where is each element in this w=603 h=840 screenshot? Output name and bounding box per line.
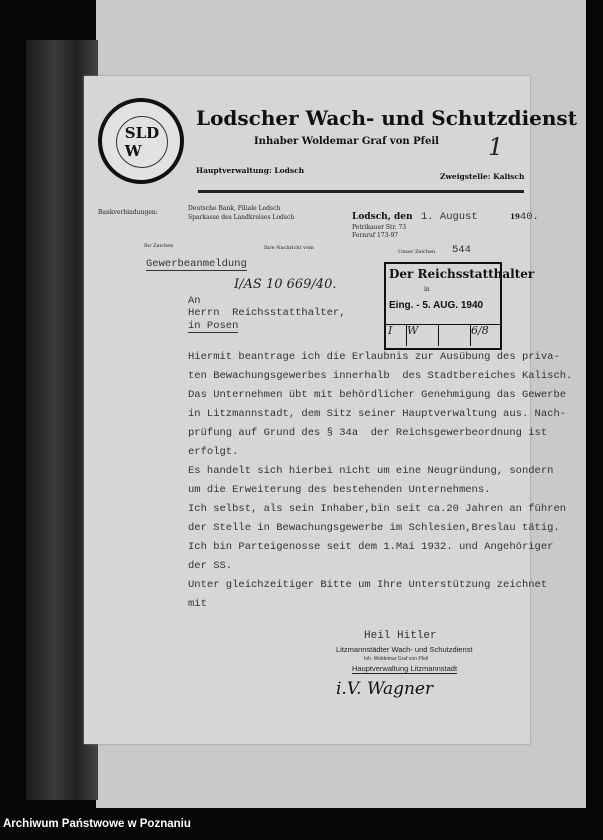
closing-company: Litzmannstädter Wach- und Schutzdienst [336, 645, 473, 654]
address-line-3: in Posen [188, 320, 239, 332]
signature: i.V. Wagner [336, 679, 434, 699]
subject: Gewerbeanmeldung [146, 258, 247, 270]
stamp-title: Der Reichsstatthalter [389, 267, 535, 281]
archive-credit: Archiwum Państwowe w Poznaniu [3, 818, 191, 830]
phone: Fernruf 173-97 [352, 232, 399, 239]
handwritten-page-number: 1 [488, 133, 504, 161]
body-line: der SS. [188, 560, 233, 572]
stamp-cell: W [406, 324, 437, 346]
ihre-nachricht-label: Ihre Nachricht vom [264, 245, 314, 251]
stamp-received-date: Eing. - 5. AUG. 1940 [389, 300, 484, 311]
bank-line-1: Deutsche Bank, Filiale Lodsch [188, 205, 281, 212]
handwritten-reference: I/AS 10 669/40. [234, 277, 337, 292]
letter [84, 76, 577, 744]
closing-owner: Inh. Woldemar Graf von Pfeil [364, 656, 429, 662]
bank-line-2: Sparkasse des Landkreises Lodsch [188, 214, 295, 221]
body-line: um die Erweiterung des bestehenden Unternehmens. [188, 484, 491, 496]
year-prefix: 19 [510, 212, 520, 221]
seal-monogram: SLD W [116, 116, 168, 168]
unser-zeichen-label: Unser Zeichen [398, 249, 436, 255]
body-line: Hiermit beantrage ich die Erlaubnis zur Ausübung des priva- [188, 351, 560, 363]
stamp-sub: in [424, 286, 430, 293]
body-line: in Litzmannstadt, dem Sitz seiner Hauptverwaltung aus. Nach- [188, 408, 567, 420]
body-line: Es handelt sich hierbei nicht um eine Neugründung, sondern [188, 465, 554, 477]
body-line: erfolgt. [188, 446, 239, 458]
place-date [352, 208, 539, 224]
stamp-cell [438, 324, 469, 346]
owner-line: Inhaber Woldemar Graf von Pfeil [254, 136, 439, 147]
received-stamp [384, 262, 535, 350]
letterhead-rule [198, 190, 524, 193]
body-line: mit [188, 598, 207, 610]
head-office: Hauptverwaltung: Lodsch [196, 166, 305, 175]
stamp-cell: I [388, 324, 393, 337]
body-line: Ich selbst, als sein Inhaber,bin seit ca.20 Jahren an führen [188, 503, 567, 515]
body-line: der Stelle in Bewachungsgewerbe im Schlesien,Breslau tätig. [188, 522, 560, 534]
street: Petrikauer Str. 73 [352, 224, 407, 231]
body-line: Das Unternehmen übt mit behördlicher Genehmigung das Gewerbe [188, 389, 567, 401]
place-prefix: Lodsch, den [352, 212, 413, 222]
body-line: Ich bin Parteigenosse seit dem 1.Mai 1932. und Angehöriger [188, 541, 554, 553]
body-line: prüfung auf Grund des § 34a der Reichsgewerbeordnung ist [188, 427, 548, 439]
closing-greeting: Heil Hitler [364, 630, 437, 642]
stamp-cell: 6/8 [470, 324, 499, 346]
date: 1. August [421, 211, 478, 223]
address-line-2: Herrn Reichsstatthalter, [188, 307, 346, 319]
body-line: Unter gleichzeitiger Bitte um Ihre Unterstützung zeichnet [188, 579, 548, 591]
company-name: Lodscher Wach- und Schutzdienst [196, 106, 577, 130]
branch-office: Zweigstelle: Kalisch [440, 172, 525, 181]
bank-label: Bankverbindungen: [98, 209, 158, 216]
ihr-zeichen-label: Ihr Zeichen [144, 243, 174, 249]
company-seal [98, 98, 184, 184]
closing-office: Hauptverwaltung Litzmannstadt [352, 664, 458, 673]
year-suffix: 40. [519, 211, 539, 223]
unser-zeichen-value: 544 [452, 244, 471, 256]
body-line: ten Bewachungsgewerbes innerhalb des Stadtbereiches Kalisch. [188, 370, 573, 382]
address-line-1: An [188, 295, 201, 307]
